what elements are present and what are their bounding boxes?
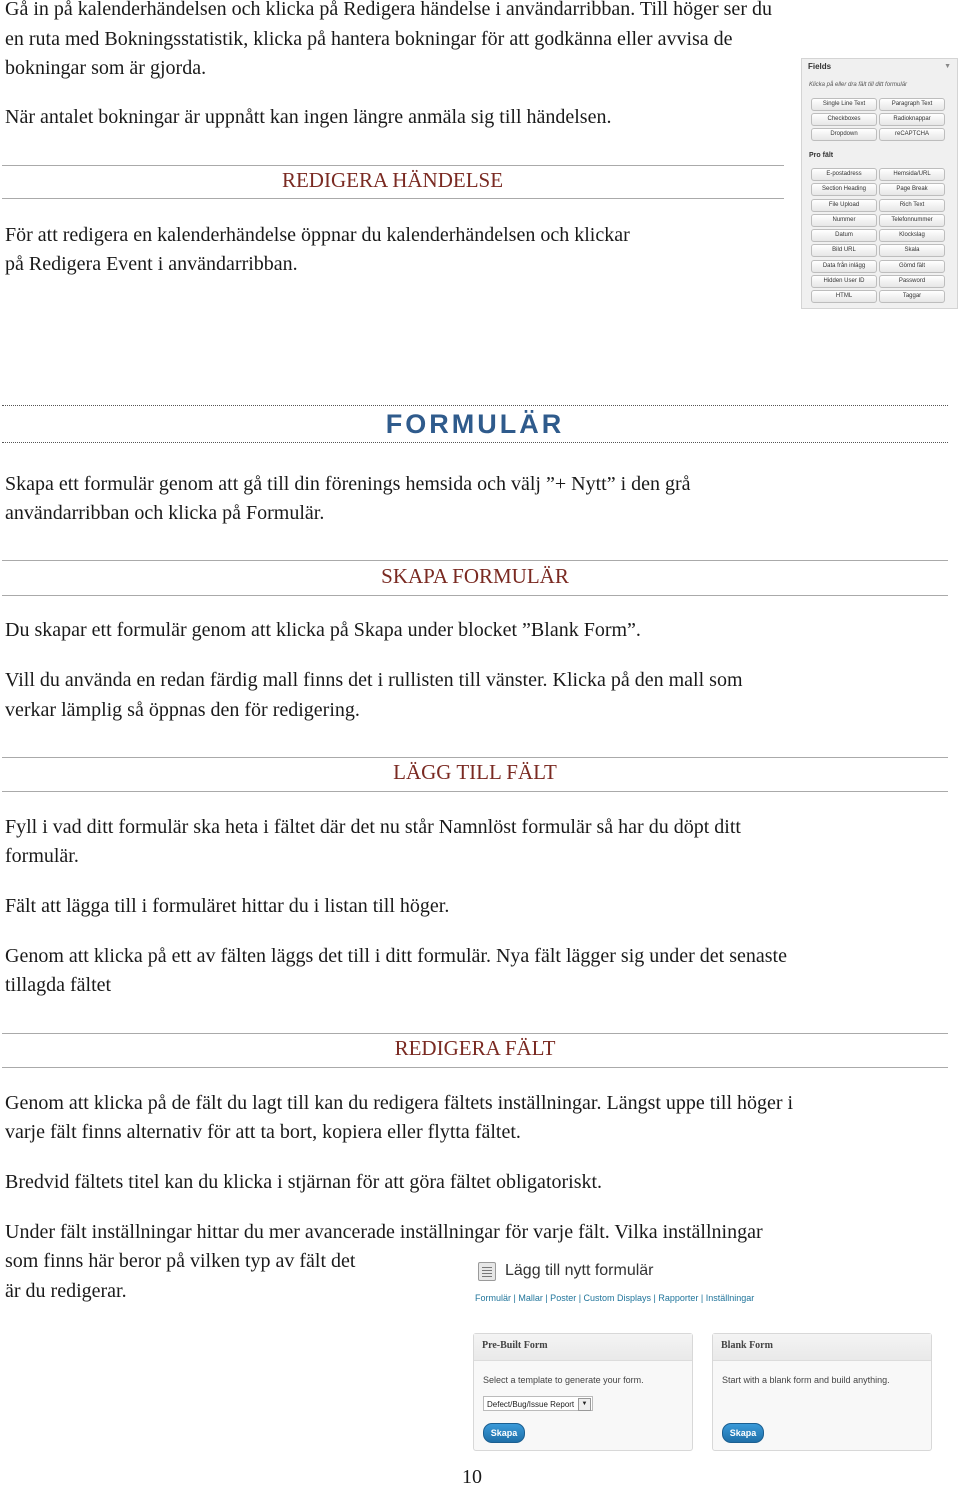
field-button[interactable]: Single Line Text	[811, 98, 877, 111]
redigera-falt-p3-line-1: Under fält inställningar hittar du mer avancerade inställningar för varje fält. Vilka inställningar	[5, 1221, 763, 1243]
field-button[interactable]: Section Heading	[811, 183, 877, 196]
intro-line-2: en ruta med Bokningsstatistik, klicka på hantera bokningar för att godkänna eller avvisa de	[5, 28, 733, 50]
redigera-handelse-line-1: För att redigera en kalenderhändelse öppnar du kalenderhändelsen och klickar	[5, 224, 630, 246]
field-button[interactable]: reCAPTCHA	[879, 128, 945, 141]
field-button[interactable]: Data från inlägg	[811, 260, 877, 273]
fields-title: Fields	[808, 62, 832, 71]
template-select[interactable]	[483, 1396, 593, 1411]
field-button[interactable]: Dropdown	[811, 128, 877, 141]
redigera-falt-p1-line-2: varje fält finns alternativ för att ta bort, kopiera eller flytta fältet.	[5, 1121, 521, 1143]
divider	[2, 595, 948, 596]
field-button[interactable]: Password	[879, 275, 945, 288]
lagg-till-falt-p1-line-2: formulär.	[5, 845, 79, 867]
divider	[2, 442, 948, 443]
field-button[interactable]: Nummer	[811, 214, 877, 227]
section-heading-redigera-falt: REDIGERA FÄLT	[394, 1036, 556, 1060]
field-button[interactable]: Taggar	[879, 290, 945, 303]
field-button[interactable]: Checkboxes	[811, 113, 877, 126]
lagg-till-falt-p2: Fält att lägga till i formuläret hittar du i listan till höger.	[5, 895, 450, 917]
redigera-falt-p3-line-3: är du redigerar.	[5, 1280, 127, 1302]
redigera-falt-p1-line-1: Genom att klicka på de fält du lagt till kan du redigera fältets inställningar. Längst uppe till höger i	[5, 1092, 794, 1114]
field-button[interactable]: Paragraph Text	[879, 98, 945, 111]
prebuilt-form-title: Pre-Built Form	[482, 1340, 548, 1351]
intro-line-3: bokningar som är gjorda.	[5, 57, 207, 79]
field-button[interactable]: Skala	[879, 244, 945, 257]
divider	[2, 791, 948, 792]
collapse-arrow-icon[interactable]: ▼	[944, 63, 951, 70]
blank-form-panel	[712, 1333, 932, 1451]
section-heading-formular: FORMULÄR	[385, 409, 565, 439]
field-button[interactable]: Bild URL	[811, 244, 877, 257]
form-icon	[478, 1262, 496, 1281]
field-button[interactable]: HTML	[811, 290, 877, 303]
add-form-title: Lägg till nytt formulär	[505, 1262, 654, 1279]
section-heading-redigera-handelse: REDIGERA HÄNDELSE	[281, 168, 504, 192]
field-button[interactable]: File Upload	[811, 199, 877, 212]
field-button[interactable]: Klockslag	[879, 229, 945, 242]
divider	[2, 405, 948, 406]
chevron-down-icon[interactable]: ▼	[578, 1398, 591, 1411]
skapa-formular-p2-line-2: verkar lämplig så öppnas den för redigering.	[5, 699, 360, 721]
divider	[2, 198, 784, 199]
field-button[interactable]: Radioknappar	[879, 113, 945, 126]
intro-line-1: Gå in på kalenderhändelsen och klicka på Redigera händelse i användarribban. Till höger ser du	[5, 0, 772, 20]
prebuilt-skapa-button[interactable]: Skapa	[483, 1423, 525, 1443]
field-button[interactable]: Hidden User ID	[811, 275, 877, 288]
skapa-formular-p2-line-1: Vill du använda en redan färdig mall finns det i rullisten till vänster. Klicka på den mall som	[5, 669, 743, 691]
add-form-nav-links[interactable]: Formulär | Mallar | Poster | Custom Displays | Rapporter | Inställningar	[475, 1293, 755, 1303]
divider	[2, 165, 784, 166]
blank-form-title: Blank Form	[721, 1340, 773, 1351]
field-button[interactable]: Gömd fält	[879, 260, 945, 273]
intro-line-4: När antalet bokningar är uppnått kan ingen längre anmäla sig till händelsen.	[5, 106, 612, 128]
skapa-formular-p1: Du skapar ett formulär genom att klicka på Skapa under blocket ”Blank Form”.	[5, 619, 641, 641]
redigera-handelse-line-2: på Redigera Event i användarribban.	[5, 253, 298, 275]
divider	[2, 1033, 948, 1034]
fields-subtitle: Klicka på eller dra fält till ditt formulär	[809, 82, 908, 88]
field-button[interactable]: Page Break	[879, 183, 945, 196]
lagg-till-falt-p3-line-2: tillagda fältet	[5, 974, 112, 996]
field-button[interactable]: E-postadress	[811, 168, 877, 181]
section-heading-lagg-till-falt: LÄGG TILL FÄLT	[393, 760, 557, 784]
prebuilt-form-description: Select a template to generate your form.	[483, 1375, 644, 1385]
pro-fields-label: Pro fält	[809, 152, 834, 159]
section-heading-skapa-formular: SKAPA FORMULÄR	[381, 564, 569, 588]
field-button[interactable]: Rich Text	[879, 199, 945, 212]
formular-line-1: Skapa ett formulär genom att gå till din förenings hemsida och välj ”+ Nytt” i den grå	[5, 473, 691, 495]
field-button[interactable]: Telefonnummer	[879, 214, 945, 227]
add-form-header	[473, 1255, 793, 1315]
divider	[2, 757, 948, 758]
field-button[interactable]: Datum	[811, 229, 877, 242]
lagg-till-falt-p1-line-1: Fyll i vad ditt formulär ska heta i fältet där det nu står Namnlöst formulär så har du döpt ditt	[5, 816, 741, 838]
field-button[interactable]: Hemsida/URL	[879, 168, 945, 181]
prebuilt-form-panel	[473, 1333, 693, 1451]
divider	[2, 560, 948, 561]
template-select-value: Defect/Bug/Issue Report	[487, 1400, 575, 1409]
page-number: 10	[462, 1466, 482, 1488]
fields-widget	[801, 58, 958, 309]
panel-header	[713, 1334, 931, 1361]
divider	[2, 1067, 948, 1068]
blank-form-description: Start with a blank form and build anything.	[722, 1375, 890, 1385]
formular-line-2: användarribban och klicka på Formulär.	[5, 502, 325, 524]
lagg-till-falt-p3-line-1: Genom att klicka på ett av fälten läggs det till i ditt formulär. Nya fält lägger sig under det senaste	[5, 945, 787, 967]
redigera-falt-p3-line-2: som finns här beror på vilken typ av fält det	[5, 1250, 356, 1272]
panel-header	[474, 1334, 692, 1361]
blank-skapa-button[interactable]: Skapa	[722, 1423, 764, 1443]
redigera-falt-p2: Bredvid fältets titel kan du klicka i stjärnan för att göra fältet obligatoriskt.	[5, 1171, 603, 1193]
